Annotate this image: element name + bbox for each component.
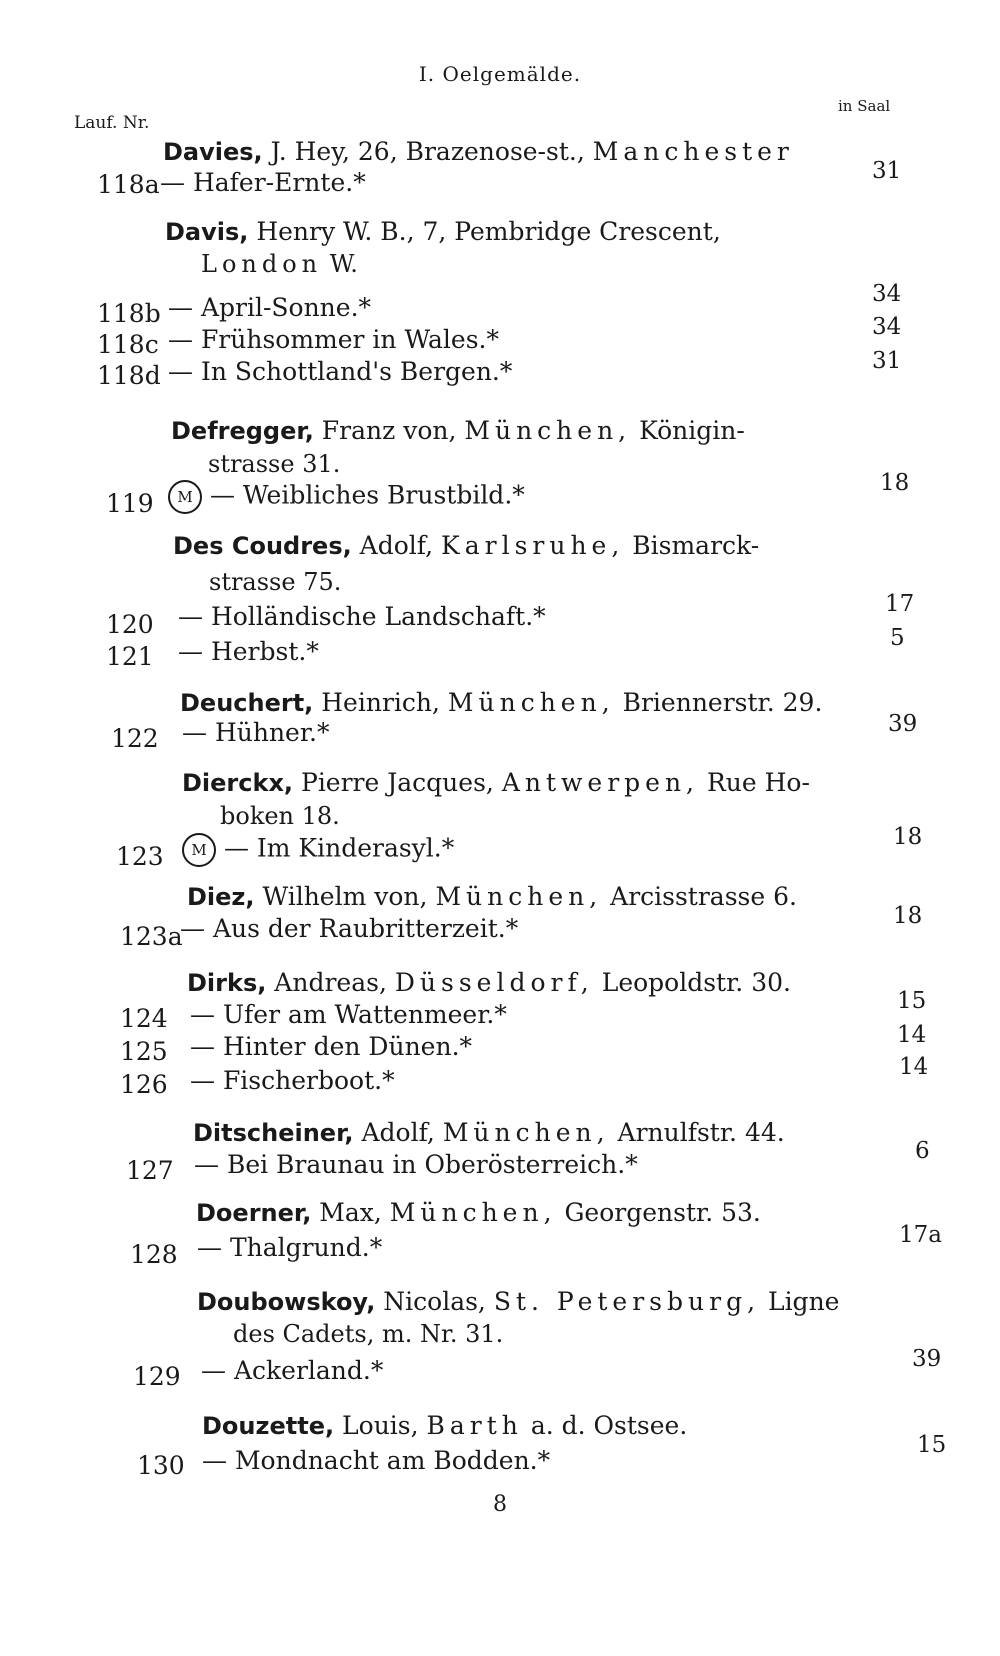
artist-address-continuation: strasse 75. xyxy=(209,568,342,596)
artist-details: Georgenstr. 53. xyxy=(556,1198,761,1227)
artist-city: München, xyxy=(435,882,603,911)
artist-city: München, xyxy=(389,1198,557,1227)
work-title: — Thalgrund.* xyxy=(197,1233,383,1262)
work-title: — Im Kinderasyl.* xyxy=(223,833,455,863)
work-title-line xyxy=(182,833,454,867)
artist-name: Deuchert, xyxy=(180,689,314,717)
room-number: 18 xyxy=(893,824,923,850)
artist-entry xyxy=(171,415,745,447)
catalog-number: 120 xyxy=(106,610,154,639)
artist-details: Bismarck- xyxy=(624,531,760,560)
catalog-number: 118c xyxy=(97,330,159,359)
artist-city: München, xyxy=(447,688,615,717)
artist-details: Arnulfstr. 44. xyxy=(609,1118,785,1147)
room-number: 14 xyxy=(899,1054,929,1080)
artist-details: Adolf, xyxy=(351,531,442,560)
room-number: 15 xyxy=(897,988,927,1014)
room-number: 39 xyxy=(888,711,918,737)
artist-address-continuation: strasse 31. xyxy=(208,450,341,478)
artist-details: Franz von, xyxy=(313,416,465,445)
artist-details: Königin- xyxy=(631,416,745,445)
artist-entry xyxy=(165,216,721,248)
artist-entry xyxy=(182,767,810,799)
room-number: 31 xyxy=(872,158,902,184)
artist-address-continuation: boken 18. xyxy=(220,802,340,830)
artist-entry xyxy=(197,1286,839,1318)
artist-name: Ditscheiner, xyxy=(193,1119,354,1147)
artist-name: Doerner, xyxy=(196,1199,312,1227)
room-number: 17a xyxy=(899,1222,942,1248)
artist-entry xyxy=(180,687,822,719)
artist-city: London xyxy=(201,250,323,278)
artist-details: Louis, xyxy=(334,1411,427,1440)
work-title: — Frühsommer in Wales.* xyxy=(168,325,499,354)
artist-details: Arcisstrasse 6. xyxy=(602,882,797,911)
artist-details: Wilhelm von, xyxy=(254,882,436,911)
special-mark-icon: M xyxy=(182,833,216,867)
artist-name: Davies, xyxy=(163,138,263,166)
catalog-number: 125 xyxy=(120,1037,168,1066)
artist-address-continuation xyxy=(201,250,358,278)
room-number: 6 xyxy=(915,1138,930,1164)
work-title: — Mondnacht am Bodden.* xyxy=(202,1446,551,1475)
work-title: — Herbst.* xyxy=(178,637,319,666)
artist-entry xyxy=(193,1117,785,1149)
artist-city: Karlsruhe, xyxy=(441,531,625,560)
catalog-number: 124 xyxy=(120,1004,168,1033)
artist-details: Andreas, xyxy=(266,968,395,997)
room-number: 18 xyxy=(880,470,910,496)
artist-city: Barth xyxy=(426,1411,523,1440)
section-heading: I. Oelgemälde. xyxy=(418,62,582,86)
artist-city: München, xyxy=(464,416,632,445)
artist-entry xyxy=(187,967,791,999)
catalog-number: 123 xyxy=(116,842,164,871)
artist-details: Rue Ho- xyxy=(699,768,810,797)
catalog-number: 118a xyxy=(97,170,160,199)
artist-name: Davis, xyxy=(165,218,249,246)
column-label-room: in Saal xyxy=(838,97,891,115)
artist-details: Nicolas, xyxy=(375,1287,494,1316)
work-title: — Hühner.* xyxy=(182,718,330,747)
work-title: — Aus der Raubritterzeit.* xyxy=(180,914,519,943)
artist-details: Adolf, xyxy=(353,1118,443,1147)
work-title: — Hafer-Ernte.* xyxy=(160,168,366,197)
artist-city: München, xyxy=(442,1118,610,1147)
artist-details: W. xyxy=(322,250,358,278)
catalog-number: 118b xyxy=(97,299,161,328)
work-title: — Weibliches Brustbild.* xyxy=(209,480,525,510)
artist-details: Henry W. B., 7, Pembridge Crescent, xyxy=(248,217,721,246)
catalog-number: 129 xyxy=(133,1362,181,1391)
page-number: 8 xyxy=(493,1492,507,1517)
catalog-number: 127 xyxy=(126,1156,174,1185)
artist-entry xyxy=(202,1410,687,1442)
room-number: 39 xyxy=(912,1346,942,1372)
room-number: 14 xyxy=(897,1022,927,1048)
artist-name: Dierckx, xyxy=(182,769,294,797)
work-title: — Fischerboot.* xyxy=(190,1066,395,1095)
work-title: — Bei Braunau in Oberösterreich.* xyxy=(194,1150,638,1179)
artist-city: Manchester xyxy=(592,137,794,166)
catalog-number: 128 xyxy=(130,1240,178,1269)
catalog-number: 121 xyxy=(106,642,154,671)
column-label-number: Lauf. Nr. xyxy=(74,113,150,133)
work-title: — April-Sonne.* xyxy=(168,293,372,322)
artist-entry xyxy=(173,530,759,562)
room-number: 34 xyxy=(872,314,902,340)
catalog-number: 126 xyxy=(120,1070,168,1099)
artist-details: Pierre Jacques, xyxy=(293,768,502,797)
artist-details: a. d. Ostsee. xyxy=(522,1411,688,1440)
artist-entry xyxy=(187,881,797,913)
room-number: 17 xyxy=(885,591,915,617)
artist-city: Düsseldorf, xyxy=(394,968,594,997)
artist-details: J. Hey, 26, Brazenose-st., xyxy=(262,137,593,166)
room-number: 18 xyxy=(893,903,923,929)
catalog-number: 123a xyxy=(120,922,183,951)
artist-address-continuation: des Cadets, m. Nr. 31. xyxy=(233,1320,504,1348)
artist-details: Briennerstr. 29. xyxy=(614,688,823,717)
artist-details: Heinrich, xyxy=(313,688,448,717)
room-number: 5 xyxy=(890,625,905,651)
artist-name: Dirks, xyxy=(187,969,267,997)
work-title: — In Schottland's Bergen.* xyxy=(168,357,513,386)
artist-name: Douzette, xyxy=(202,1412,335,1440)
artist-details: Max, xyxy=(311,1198,390,1227)
catalog-number: 119 xyxy=(106,489,154,518)
room-number: 31 xyxy=(872,348,902,374)
artist-details: Leopoldstr. 30. xyxy=(593,968,791,997)
artist-name: Defregger, xyxy=(171,417,314,445)
artist-name: Diez, xyxy=(187,883,255,911)
work-title: — Ackerland.* xyxy=(201,1356,384,1385)
artist-entry xyxy=(196,1197,761,1229)
work-title: — Ufer am Wattenmeer.* xyxy=(190,1000,507,1029)
room-number: 34 xyxy=(872,281,902,307)
artist-details: Ligne xyxy=(760,1287,840,1316)
artist-name: Des Coudres, xyxy=(173,532,352,560)
work-title: — Hinter den Dünen.* xyxy=(190,1032,473,1061)
artist-name: Doubowskoy, xyxy=(197,1288,376,1316)
catalog-number: 122 xyxy=(111,724,159,753)
work-title-line xyxy=(168,480,525,514)
catalog-number: 118d xyxy=(97,361,161,390)
work-title: — Holländische Landschaft.* xyxy=(178,602,546,631)
artist-entry xyxy=(163,136,794,168)
catalog-number: 130 xyxy=(137,1451,185,1480)
artist-city: Antwerpen, xyxy=(501,768,700,797)
artist-city: St. Petersburg, xyxy=(493,1287,761,1316)
special-mark-icon: M xyxy=(168,480,202,514)
room-number: 15 xyxy=(917,1432,947,1458)
